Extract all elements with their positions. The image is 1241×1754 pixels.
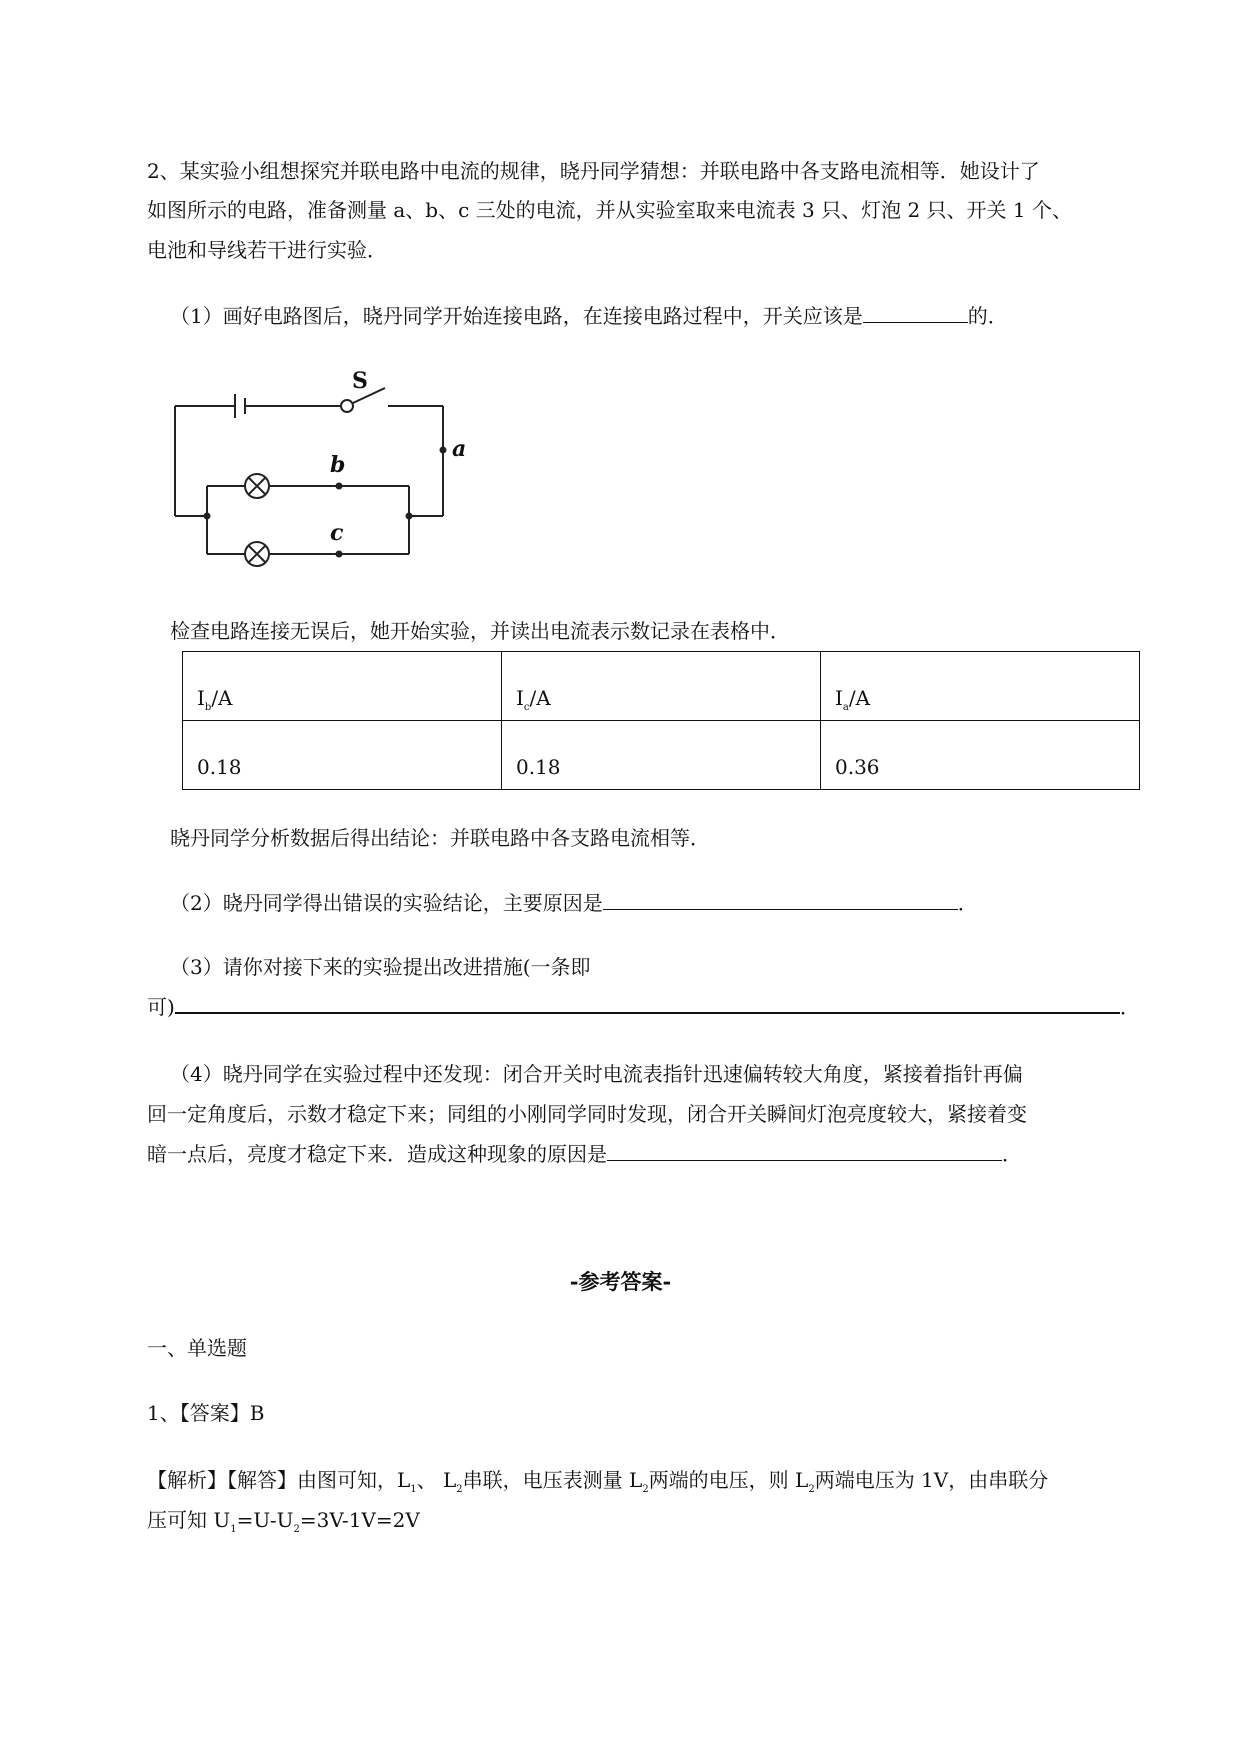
q4-answer-blank[interactable]: [607, 1142, 1002, 1161]
q1-answer-blank[interactable]: [863, 304, 968, 323]
value-ib: 0.18: [183, 721, 502, 790]
q1-text: （1）画好电路图后，晓丹同学开始连接电路，在连接电路过程中，开关应该是: [170, 304, 863, 328]
question-intro-line-3: 电池和导线若干进行实验．: [147, 238, 387, 262]
point-b: [336, 483, 343, 490]
conclusion-text: 晓丹同学分析数据后得出结论：并联电路中各支路电流相等．: [170, 826, 710, 850]
current-table: [182, 651, 1140, 790]
q1-end: 的．: [967, 304, 1008, 328]
answers-section-heading: 一、单选题: [147, 1336, 247, 1360]
question-part-2: [170, 889, 978, 917]
question-part-1: [170, 302, 1008, 330]
value-ic: 0.18: [502, 721, 821, 790]
question-part-4-line-1: （4）晓丹同学在实验过程中还发现：闭合开关时电流表指针迅速偏转较大角度，紧接着指针再偏: [170, 1062, 1023, 1086]
question-intro-line-1: 2、某实验小组想探究并联电路中电流的规律，晓丹同学猜想：并联电路中各支路电流相等．她设计了: [147, 159, 1040, 183]
q3-end: ．: [1119, 995, 1140, 1019]
q3-prefix: 可): [147, 995, 175, 1019]
q4-end: ．: [1002, 1142, 1022, 1166]
question-part-4-line-2: 回一定角度后，示数才稳定下来；同组的小刚同学同时发现，闭合开关瞬间灯泡亮度较大，紧接着变: [147, 1102, 1027, 1126]
value-ia: 0.36: [821, 721, 1140, 790]
check-text: 检查电路连接无误后，她开始实验，并读出电流表示数记录在表格中．: [170, 619, 790, 643]
q4-text: 暗一点后，亮度才稳定下来．造成这种现象的原因是: [147, 1142, 607, 1166]
label-c: c: [330, 520, 344, 546]
q3-answer-blank[interactable]: [175, 994, 1120, 1014]
label-b: b: [330, 452, 346, 478]
circuit-diagram: [160, 360, 490, 580]
junction-left: [204, 513, 211, 520]
header-ib: $I_b/A$: [183, 652, 502, 721]
q2-text: （2）晓丹同学得出错误的实验结论，主要原因是: [170, 891, 603, 915]
question-part-3-line-2: [147, 993, 1140, 1021]
q2-end: ．: [957, 891, 978, 915]
analysis-line-1: 【解析】【解答】由图可知，$L_1$、 $L_2$串联，电压表测量 $L_2$两端的电压，则 $L_2$两端电压为 1V，由串联分: [147, 1468, 1049, 1495]
q2-answer-blank[interactable]: [603, 891, 958, 910]
junction-right: [406, 513, 413, 520]
question-part-3-line-1: （3）请你对接下来的实验提出改进措施(一条即: [170, 955, 591, 979]
label-s: S: [352, 368, 368, 394]
question-part-4-line-3: [147, 1140, 1022, 1168]
answer-item-1: 1、【答案】B: [147, 1401, 265, 1425]
answers-title: -参考答案-: [569, 1269, 672, 1294]
question-intro-line-2: 如图所示的电路，准备测量 a、b、c 三处的电流，并从实验室取来电流表 3 只、灯泡 2 只、开关 1 个、: [147, 198, 1072, 222]
label-a: a: [452, 436, 467, 462]
switch-pivot: [341, 400, 353, 412]
table-row: [183, 721, 1140, 790]
analysis-line-2: 压可知 $U_1=U-U_2=3V-1V=2V$: [147, 1508, 420, 1535]
header-ic: $I_c/A$: [502, 652, 821, 721]
point-c: [336, 551, 343, 558]
table-header-row: [183, 652, 1140, 721]
point-a: [440, 447, 447, 454]
header-ia: $I_a/A$: [821, 652, 1140, 721]
